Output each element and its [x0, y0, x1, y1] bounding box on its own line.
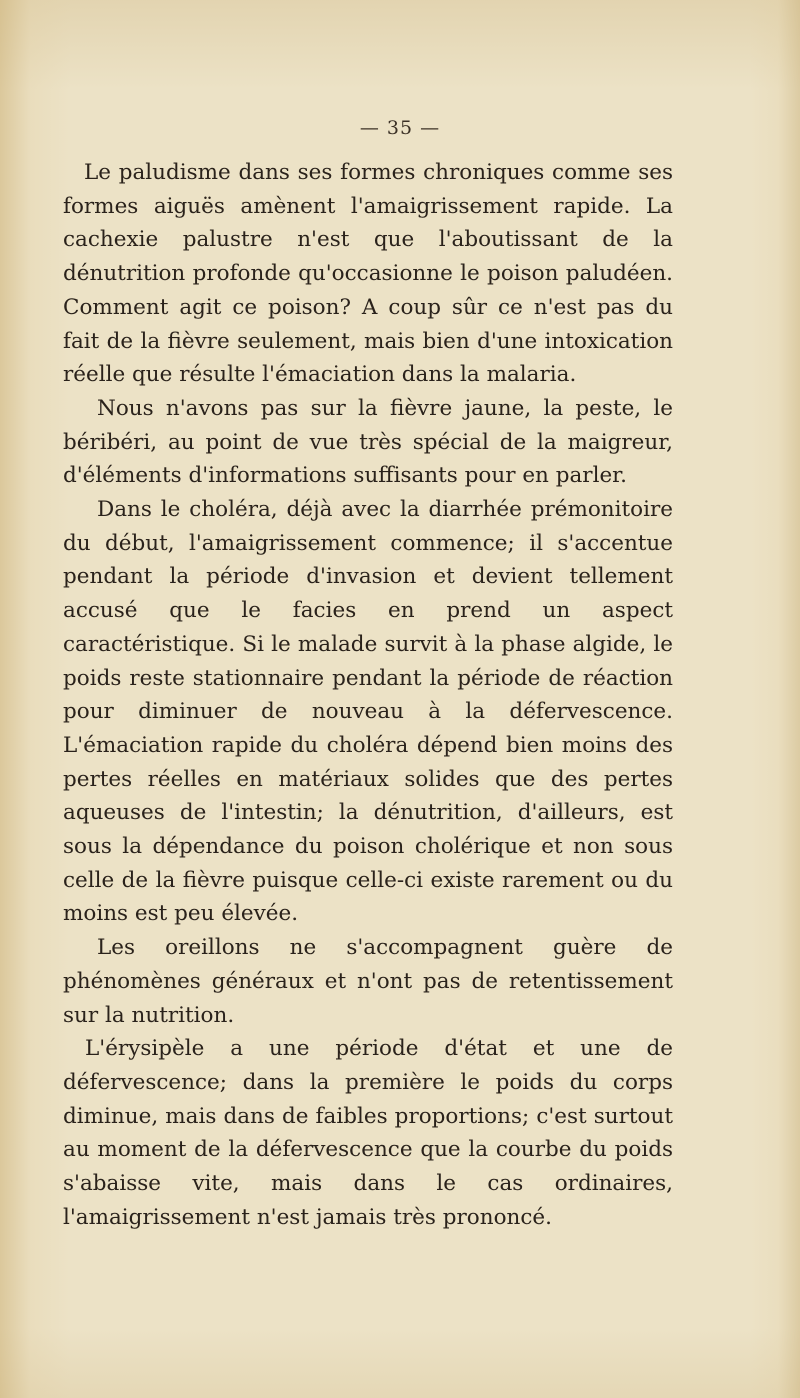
body-text — [63, 156, 673, 1235]
page-number: — 35 — — [359, 117, 441, 139]
paragraph-fievre-jaune: Nous n'avons pas sur la fièvre jaune, la peste, le béribéri, au point de vue très spécial de la maigreur, d'éléments d'informations suffisants pour en parler. — [63, 395, 673, 489]
paragraph-erysipele: L'érysipèle a une période d'état et une de défervescence; dans la première le poids du corps diminue, mais dans de faibles proportions; c'est surtout au moment de la défervescence que la courbe du poids s'abaisse vite, mais dans le cas ordinaires, l'amaigrissement n'est jamais très prononcé. — [63, 1036, 673, 1230]
paragraph-oreillons: Les oreillons ne s'accompagnent guère de phénomènes généraux et n'ont pas de retentissement sur la nutrition. — [63, 935, 673, 1028]
paragraph-cholera: Dans le choléra, déjà avec la diarrhée prémonitoire du début, l'amaigrissement commence; il s'accentue pendant la période d'invasion et devient tellement accusé que le facies en prend un aspect caractéristique. Si le malade survit à la phase algide, le poids reste stationnaire pendant la période de réaction pour diminuer de nouveau à la défervescence. L'émaciation rapide du choléra dépend bien moins des pertes réelles en matériaux solides que des pertes aqueuses de l'intestin; la dénutrition, d'ailleurs, est sous la dépendance du poison cholérique et non sous celle de la fièvre puisque celle-ci existe rarement ou du moins est peu élevée. — [63, 497, 673, 927]
paragraph-paludisme: Le paludisme dans ses formes chroniques comme ses formes aiguës amènent l'amaigrissement rapide. La cachexie palustre n'est que l'aboutissant de la dénutrition profonde qu'occasionne le poison paludéen. Comment agit ce poison? A coup sûr ce n'est pas du fait de la fièvre seulement, mais bien d'une intoxication réelle que résulte l'émaciation dans la malaria. — [63, 160, 673, 388]
